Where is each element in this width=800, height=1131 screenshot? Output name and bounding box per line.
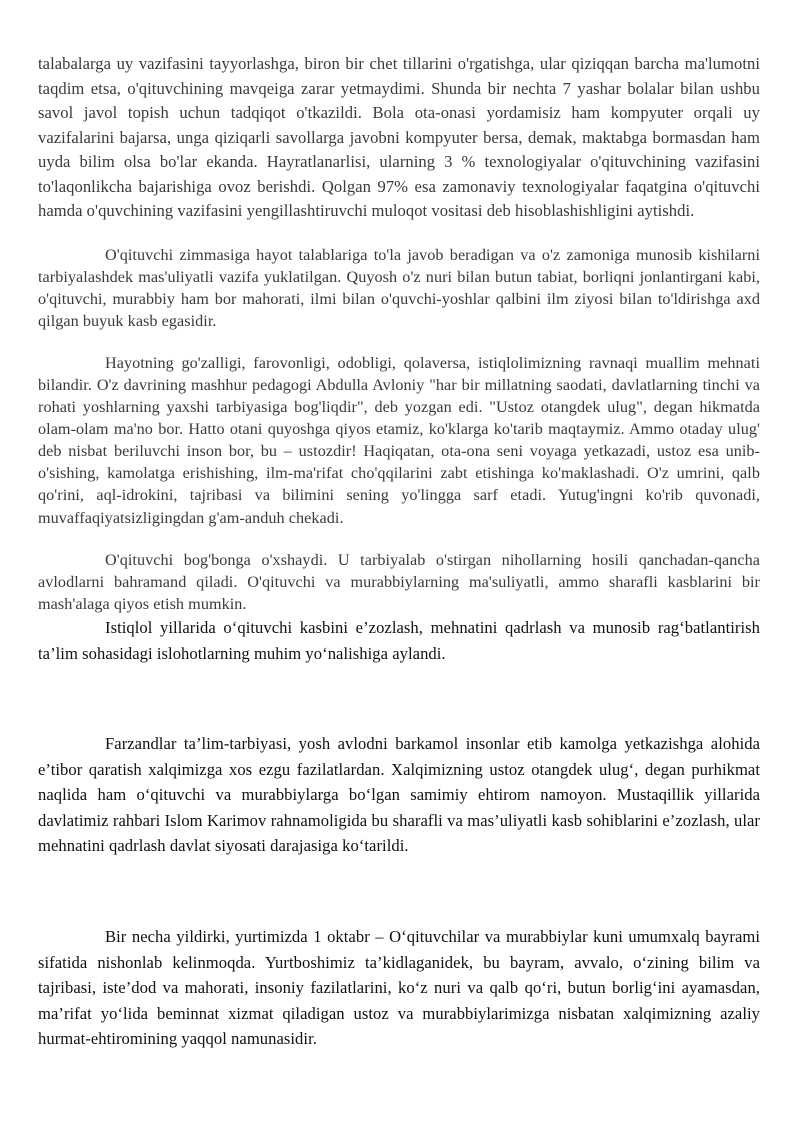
paragraph-youth-education: Farzandlar ta’lim-tarbiyasi, yosh avlodni barkamol insonlar etib kamolga yetkazishga alohida e’tibor qaratish xalqimizga xos ezgu fazilatlardan. Xalqimizning ustoz otangdek ulug‘, degan purhikmat naqlida ham o‘qituvchi va murabbiylarga bo‘lgan samimiy ehtirom namoyon. Mustaqillik yillarida davlatimiz rahbari Islom Karimov rahnamoligida bu sharafli va mas’uliyatli kasb sohiblarini e’zozlash, ular mehnatini qadrlash davlat siyosati darajasiga ko‘tarildi. (38, 734, 760, 856)
paragraph-technology-survey: talabalarga uy vazifasini tayyorlashga, biron bir chet tillarini o'rgatishga, ular qiziqqan barcha ma'lumotni taqdim etsa, o'qituvchining mavqeiga zarar yetmaydimi. Shunda bir nechta 7 yashar bolalar bilan ushbu savol javol topish uchun tadqiqot o'tkazildi. Bola ota-onasi yordamisiz ham kompyuter orqali uy vazifalarini bajarsa, unga qiziqarli savollarga javobni kompyuter bersa, demak, maktabga bormasdan ham uyda bilim olsa bo'lar ekanda. Hayratlanarlisi, ularning 3 % texnologiyalar o'qituvchining vazifasini to'laqonlikcha bajarishiga ovoz berishdi. Qolgan 97% esa zamonaviy texnologiyalar faqatgina o'qituvchi hamda o'quvchining vazifasini yengillashtiruvchi muloqot vositasi deb hisoblashishligini aytishdi. (38, 54, 760, 220)
paragraph-independence-years: Istiqlol yillarida o‘qituvchi kasbini e’zozlash, mehnatini qadrlash va munosib rag‘batlantirish ta’lim sohasidagi islohotlarning muhim yo‘nalishiga aylandi. (38, 617, 760, 663)
paragraph-teacher-gardener: O'qituvchi bog'bonga o'xshaydi. U tarbiyalab o'stirgan nihollarning hosili qanchadan-qancha avlodlarni bahramand qiladi. O'qituvchi va murabbiylarning ma'suliyatli, ammo sharafli kasblarini bir mash'alaga qiyos etish mumkin. (38, 550, 760, 613)
paragraph-teacher-responsibility: O'qituvchi zimmasiga hayot talablariga to'la javob beradigan va o'z zamoniga munosib kishilarni tarbiyalashdek mas'uliyatli vazifa yuklatilgan. Quyosh o'z nuri bilan butun tabiat, borliqni jonlantirgani kabi, o'qituvchi, murabbiy ham bor mahorati, ilmi bilan o'quvchi-yoshlar qalbini ilm ziyosi bilan to'ldirishga axd qilgan buyuk kasb egasidir. (38, 245, 760, 330)
paragraph-teachers-day: Bir necha yildirki, yurtimizda 1 oktabr – O‘qituvchilar va murabbiylar kuni umumxalq bayrami sifatida nishonlab kelinmoqda. Yurtboshimiz ta’kidlaganidek, bu bayram, avvalo, o‘zining bilim va tajribasi, iste’dod va mahorati, insoniy fazilatlarini, ko‘z nuri va qalb qo‘ri, butun borlig‘ini ayamasdan, ma’rifat yo‘lida beminnat xizmat qiladigan ustoz va murabbiylarimizga nisbatan xalqimizning azaliy hurmat-ehtiromining yaqqol namunasidir. (38, 927, 760, 1049)
paragraph-avloniy-quote: Hayotning go'zalligi, farovonligi, odobligi, qolaversa, istiqlolimizning ravnaqi muallim mehnati bilandir. O'z davrining mashhur pedagogi Abdulla Avloniy "har bir millatning saodati, davlatlarning tinchi va rohati yoshlarning yaxshi tarbiyasiga bog'liqdir", deb yozgan edi. "Ustoz otangdek ulug", degan hikmatda olam-olam ma'no bor. Hatto otani quyoshga qiyos etamiz, ko'klarga ko'tarib maqtaymiz. Ammo otaday ulug' deb nisbat beriluvchi inson bor, bu – ustozdir! Haqiqatan, ota-ona seni voyaga yetkazadi, ustoz esa unib-o'sishing, kamolatga erishishing, ilm-ma'rifat cho'qqilarini zabt etishinga ko'maklashadi. O'z umrini, qalb qo'rini, aql-idrokini, tajribasi va bilimini sening yo'lingga sarf etadi. Yutug'ingni ko'rib quvonadi, muvaffaqiyatsizligingdan g'am-anduh chekadi. (38, 353, 760, 527)
document-page (38, 52, 760, 1052)
